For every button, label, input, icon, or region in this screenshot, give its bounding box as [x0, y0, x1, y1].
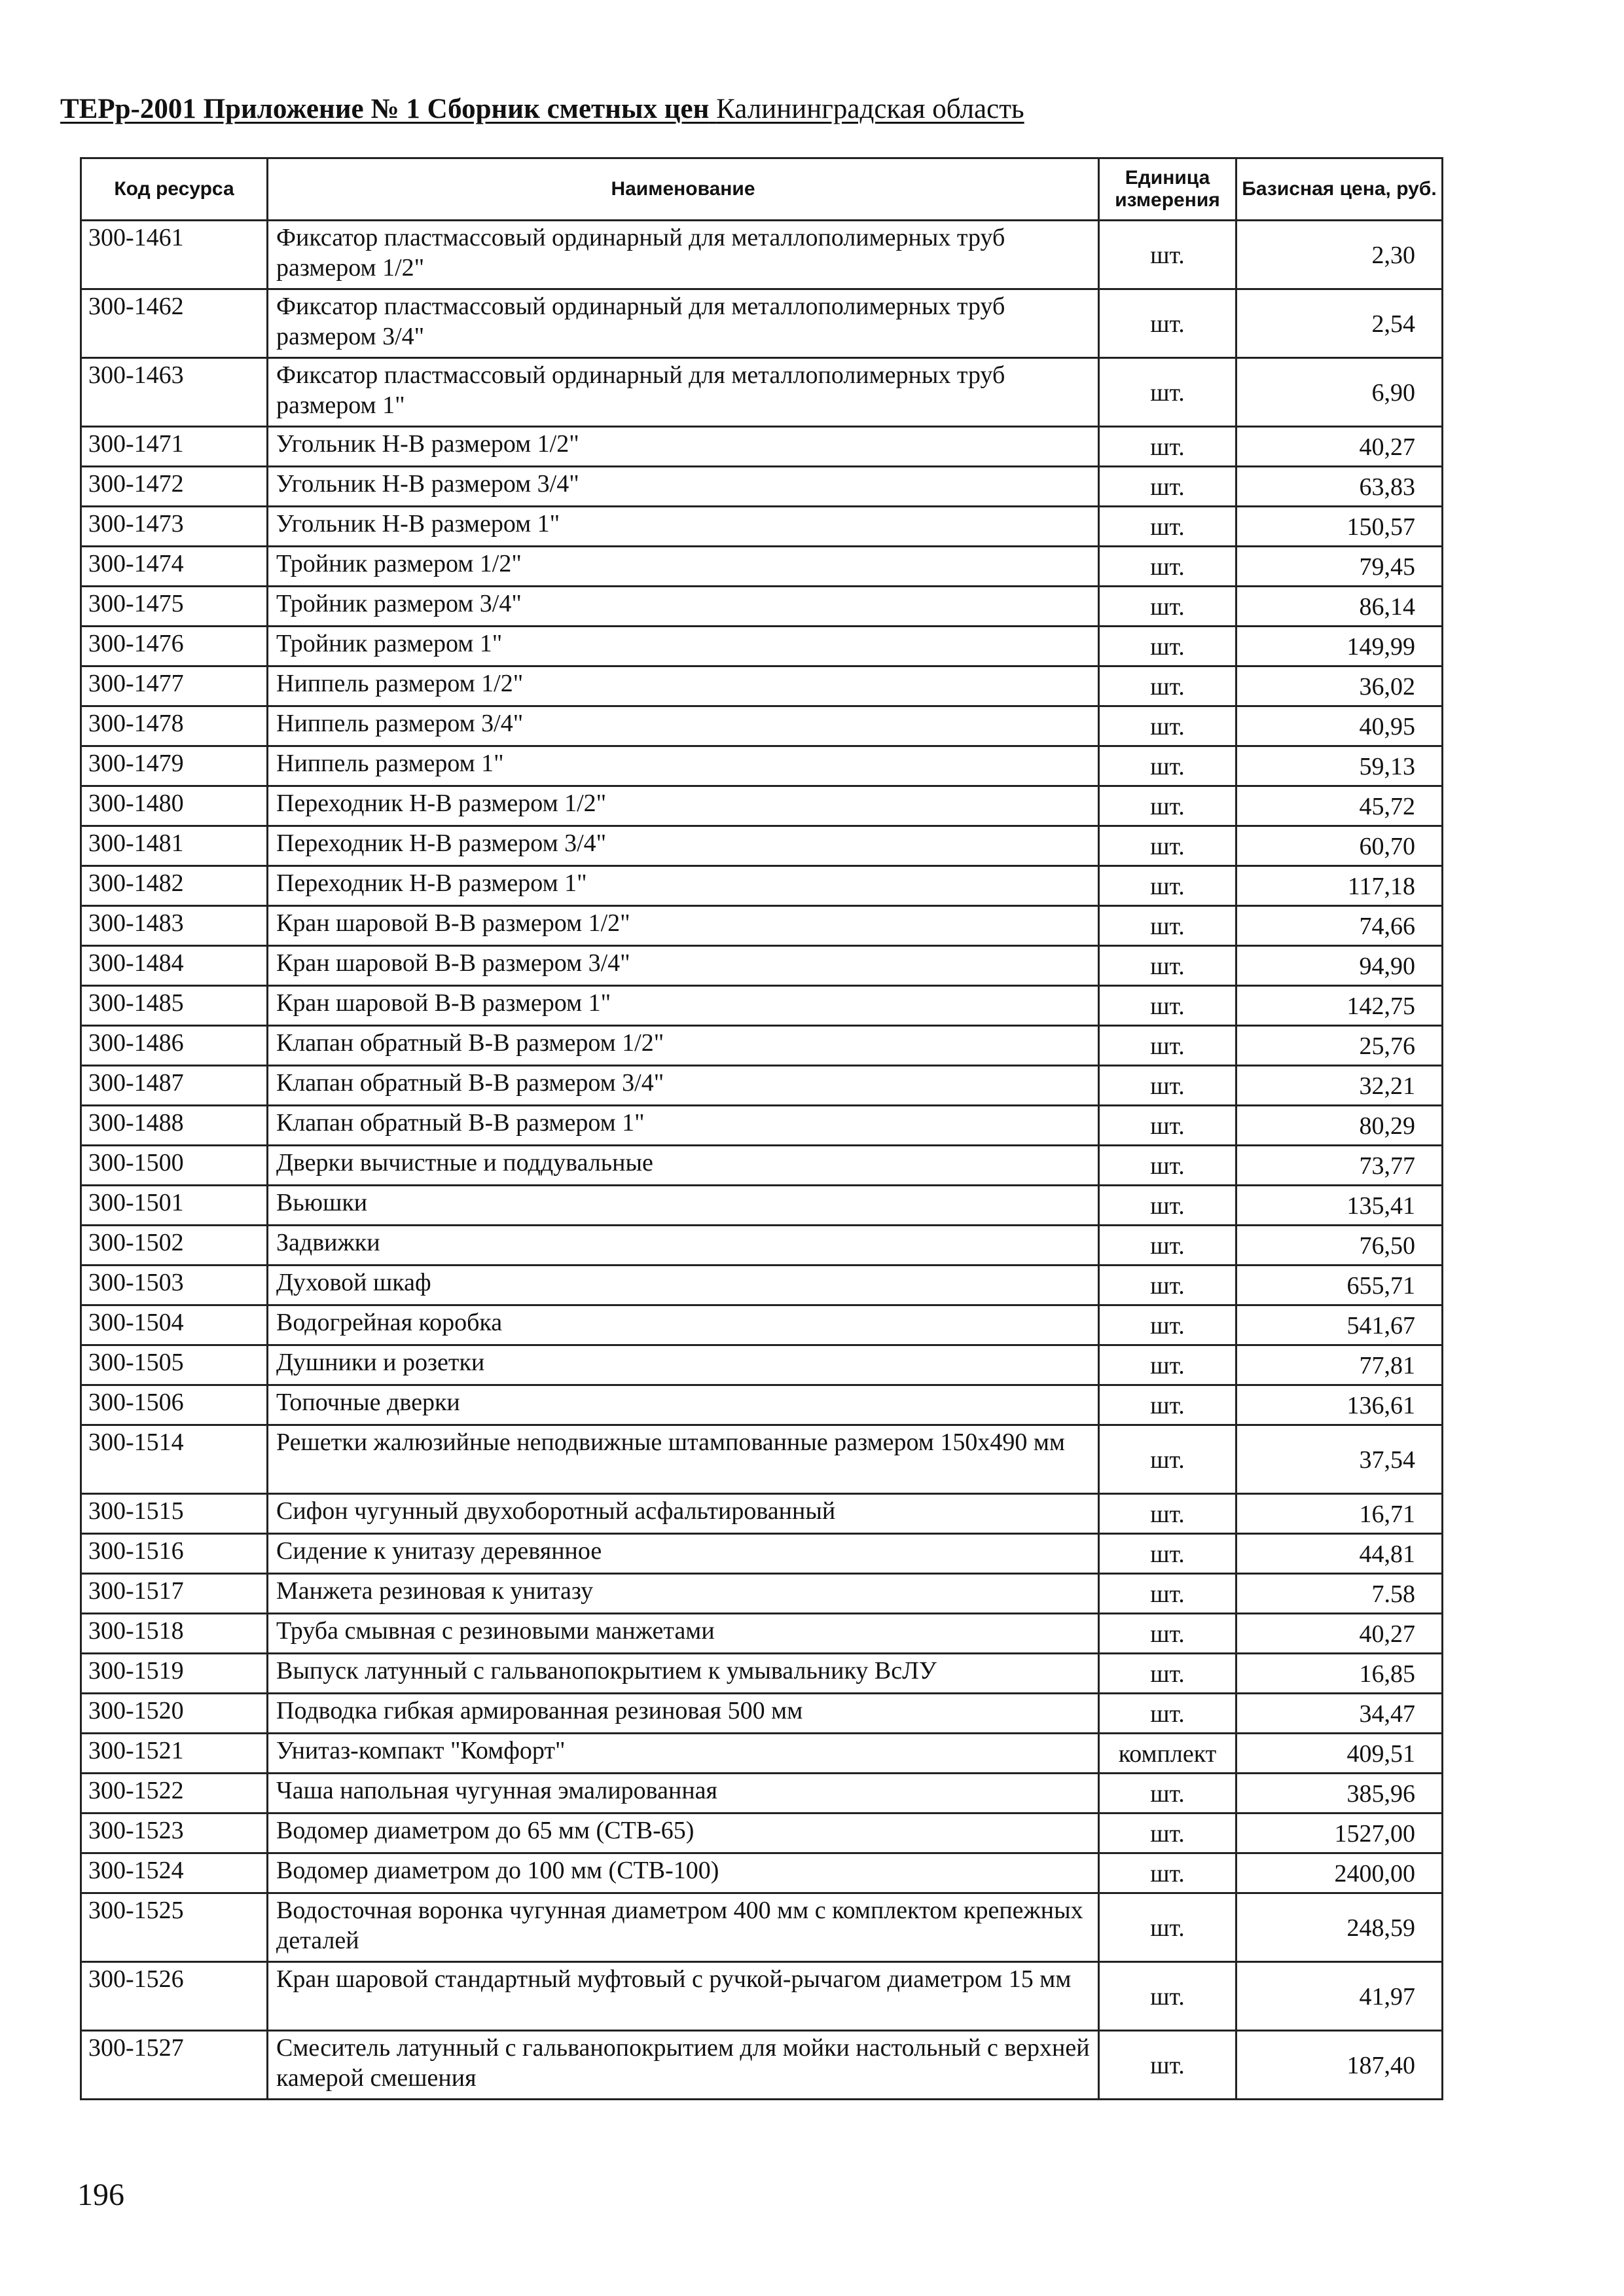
resource-code: 300-1461 [81, 221, 268, 289]
resource-unit: шт. [1099, 1574, 1236, 1614]
table-row [81, 1574, 1443, 1614]
resource-name: Переходник Н-В размером 1/2" [268, 786, 1099, 826]
resource-name: Чаша напольная чугунная эмалированная [268, 1774, 1099, 1813]
resource-unit: комплект [1099, 1734, 1236, 1774]
resource-price: 36,02 [1236, 666, 1443, 706]
resource-code: 300-1504 [81, 1305, 268, 1345]
table-row [81, 467, 1443, 507]
resource-unit: шт. [1099, 289, 1236, 358]
resource-price: 135,41 [1236, 1186, 1443, 1226]
resource-code: 300-1503 [81, 1266, 268, 1305]
resource-name: Духовой шкаф [268, 1266, 1099, 1305]
resource-code: 300-1517 [81, 1574, 268, 1614]
resource-unit: шт. [1099, 1494, 1236, 1534]
resource-unit: шт. [1099, 507, 1236, 547]
resource-name: Кран шаровой стандартный муфтовый с ручкой-рычагом диаметром 15 мм [268, 1962, 1099, 2031]
resource-unit: шт. [1099, 1534, 1236, 1574]
table-row [81, 587, 1443, 627]
resource-name: Водомер диаметром до 100 мм (СТВ-100) [268, 1853, 1099, 1893]
resource-unit: шт. [1099, 1813, 1236, 1853]
resource-name: Сидение к унитазу деревянное [268, 1534, 1099, 1574]
resource-unit: шт. [1099, 587, 1236, 627]
table-row [81, 866, 1443, 906]
resource-unit: шт. [1099, 1893, 1236, 1962]
column-header-unit: Единица измерения [1099, 158, 1236, 221]
table-row [81, 1654, 1443, 1694]
resource-price: 2,30 [1236, 221, 1443, 289]
table-row [81, 547, 1443, 587]
table-row [81, 786, 1443, 826]
table-row [81, 427, 1443, 467]
resource-name: Фиксатор пластмассовый ординарный для металлополимерных труб размером 3/4" [268, 289, 1099, 358]
resource-code: 300-1479 [81, 746, 268, 786]
table-row [81, 1853, 1443, 1893]
resource-unit: шт. [1099, 1226, 1236, 1266]
resource-code: 300-1475 [81, 587, 268, 627]
table-row [81, 1813, 1443, 1853]
table-row [81, 1962, 1443, 2031]
resource-price: 40,27 [1236, 427, 1443, 467]
resource-price: 248,59 [1236, 1893, 1443, 1962]
resource-unit: шт. [1099, 1186, 1236, 1226]
resource-price: 25,76 [1236, 1026, 1443, 1066]
resource-unit: шт. [1099, 746, 1236, 786]
resource-name: Кран шаровой В-В размером 1" [268, 986, 1099, 1026]
table-row [81, 666, 1443, 706]
resource-unit: шт. [1099, 1146, 1236, 1186]
table-row [81, 358, 1443, 427]
table-row [81, 1774, 1443, 1813]
resource-code: 300-1484 [81, 946, 268, 986]
resource-code: 300-1472 [81, 467, 268, 507]
resource-name: Переходник Н-В размером 3/4" [268, 826, 1099, 866]
resource-code: 300-1473 [81, 507, 268, 547]
resource-code: 300-1524 [81, 1853, 268, 1893]
table-row [81, 1146, 1443, 1186]
resource-unit: шт. [1099, 358, 1236, 427]
resource-unit: шт. [1099, 1066, 1236, 1106]
column-header-price: Базисная цена, руб. [1236, 158, 1443, 221]
resource-price: 655,71 [1236, 1266, 1443, 1305]
resource-name: Труба смывная с резиновыми манжетами [268, 1614, 1099, 1654]
resource-unit: шт. [1099, 1425, 1236, 1494]
resource-price: 7.58 [1236, 1574, 1443, 1614]
table-row [81, 1305, 1443, 1345]
resource-unit: шт. [1099, 706, 1236, 746]
resource-code: 300-1483 [81, 906, 268, 946]
resource-price: 149,99 [1236, 627, 1443, 666]
resource-price: 117,18 [1236, 866, 1443, 906]
resource-price: 187,40 [1236, 2031, 1443, 2100]
resource-unit: шт. [1099, 1962, 1236, 2031]
resource-code: 300-1523 [81, 1813, 268, 1853]
resource-unit: шт. [1099, 627, 1236, 666]
resource-name: Клапан обратный В-В размером 3/4" [268, 1066, 1099, 1106]
resource-unit: шт. [1099, 1774, 1236, 1813]
resource-price: 6,90 [1236, 358, 1443, 427]
page-number: 196 [77, 2178, 124, 2212]
resource-price: 1527,00 [1236, 1813, 1443, 1853]
resource-name: Дверки вычистные и поддувальные [268, 1146, 1099, 1186]
table-row [81, 1534, 1443, 1574]
resource-price: 86,14 [1236, 587, 1443, 627]
resource-unit: шт. [1099, 1305, 1236, 1345]
resource-name: Угольник Н-В размером 1" [268, 507, 1099, 547]
resource-name: Водомер диаметром до 65 мм (СТВ-65) [268, 1813, 1099, 1853]
resource-name: Душники и розетки [268, 1345, 1099, 1385]
resource-name: Кран шаровой В-В размером 3/4" [268, 946, 1099, 986]
table-row [81, 1385, 1443, 1425]
table-header-row [81, 158, 1443, 221]
column-header-code: Код ресурса [81, 158, 268, 221]
resource-price: 73,77 [1236, 1146, 1443, 1186]
resource-unit: шт. [1099, 221, 1236, 289]
resource-code: 300-1471 [81, 427, 268, 467]
resource-price: 63,83 [1236, 467, 1443, 507]
table-row [81, 1226, 1443, 1266]
resource-code: 300-1515 [81, 1494, 268, 1534]
resource-price: 2400,00 [1236, 1853, 1443, 1893]
resource-price: 16,71 [1236, 1494, 1443, 1534]
resource-code: 300-1501 [81, 1186, 268, 1226]
resource-price: 59,13 [1236, 746, 1443, 786]
resource-code: 300-1480 [81, 786, 268, 826]
resource-code: 300-1481 [81, 826, 268, 866]
resource-code: 300-1487 [81, 1066, 268, 1106]
resource-name: Решетки жалюзийные неподвижные штампованные размером 150х490 мм [268, 1425, 1099, 1494]
table-row [81, 1186, 1443, 1226]
table-row [81, 1893, 1443, 1962]
resource-price: 77,81 [1236, 1345, 1443, 1385]
resource-price: 80,29 [1236, 1106, 1443, 1146]
price-table [80, 157, 1443, 2100]
table-row [81, 1266, 1443, 1305]
resource-code: 300-1521 [81, 1734, 268, 1774]
resource-name: Ниппель размером 1/2" [268, 666, 1099, 706]
table-row [81, 706, 1443, 746]
resource-name: Водосточная воронка чугунная диаметром 400 мм с комплектом крепежных деталей [268, 1893, 1099, 1962]
resource-code: 300-1516 [81, 1534, 268, 1574]
resource-unit: шт. [1099, 1694, 1236, 1734]
resource-name: Угольник Н-В размером 3/4" [268, 467, 1099, 507]
resource-name: Кран шаровой В-В размером 1/2" [268, 906, 1099, 946]
resource-name: Клапан обратный В-В размером 1" [268, 1106, 1099, 1146]
resource-unit: шт. [1099, 467, 1236, 507]
resource-code: 300-1514 [81, 1425, 268, 1494]
resource-price: 136,61 [1236, 1385, 1443, 1425]
resource-name: Фиксатор пластмассовый ординарный для металлополимерных труб размером 1" [268, 358, 1099, 427]
resource-name: Тройник размером 1" [268, 627, 1099, 666]
resource-code: 300-1463 [81, 358, 268, 427]
resource-price: 45,72 [1236, 786, 1443, 826]
resource-code: 300-1500 [81, 1146, 268, 1186]
resource-code: 300-1474 [81, 547, 268, 587]
resource-name: Унитаз-компакт "Комфорт" [268, 1734, 1099, 1774]
resource-code: 300-1505 [81, 1345, 268, 1385]
resource-unit: шт. [1099, 986, 1236, 1026]
table-row [81, 746, 1443, 786]
resource-name: Ниппель размером 3/4" [268, 706, 1099, 746]
resource-name: Тройник размером 1/2" [268, 547, 1099, 587]
resource-price: 385,96 [1236, 1774, 1443, 1813]
resource-name: Клапан обратный В-В размером 1/2" [268, 1026, 1099, 1066]
resource-name: Переходник Н-В размером 1" [268, 866, 1099, 906]
resource-unit: шт. [1099, 547, 1236, 587]
table-row [81, 289, 1443, 358]
resource-unit: шт. [1099, 1385, 1236, 1425]
resource-code: 300-1520 [81, 1694, 268, 1734]
resource-price: 409,51 [1236, 1734, 1443, 1774]
resource-unit: шт. [1099, 946, 1236, 986]
resource-price: 40,27 [1236, 1614, 1443, 1654]
resource-code: 300-1478 [81, 706, 268, 746]
resource-price: 2,54 [1236, 289, 1443, 358]
resource-code: 300-1462 [81, 289, 268, 358]
page-header [60, 93, 1024, 125]
resource-unit: шт. [1099, 427, 1236, 467]
table-row [81, 986, 1443, 1026]
resource-price: 76,50 [1236, 1226, 1443, 1266]
resource-code: 300-1526 [81, 1962, 268, 2031]
header-region: Калининградская область [716, 94, 1024, 124]
table-row [81, 1734, 1443, 1774]
resource-name: Задвижки [268, 1226, 1099, 1266]
resource-name: Фиксатор пластмассовый ординарный для металлополимерных труб размером 1/2" [268, 221, 1099, 289]
resource-unit: шт. [1099, 1345, 1236, 1385]
resource-code: 300-1502 [81, 1226, 268, 1266]
resource-price: 142,75 [1236, 986, 1443, 1026]
resource-price: 44,81 [1236, 1534, 1443, 1574]
resource-code: 300-1488 [81, 1106, 268, 1146]
resource-price: 34,47 [1236, 1694, 1443, 1734]
resource-unit: шт. [1099, 906, 1236, 946]
resource-price: 74,66 [1236, 906, 1443, 946]
resource-code: 300-1476 [81, 627, 268, 666]
resource-price: 41,97 [1236, 1962, 1443, 2031]
resource-unit: шт. [1099, 1654, 1236, 1694]
resource-code: 300-1477 [81, 666, 268, 706]
resource-unit: шт. [1099, 826, 1236, 866]
resource-name: Топочные дверки [268, 1385, 1099, 1425]
resource-price: 40,95 [1236, 706, 1443, 746]
resource-name: Вьюшки [268, 1186, 1099, 1226]
table-row [81, 1425, 1443, 1494]
table-row [81, 1694, 1443, 1734]
resource-name: Тройник размером 3/4" [268, 587, 1099, 627]
table-row [81, 1345, 1443, 1385]
resource-code: 300-1522 [81, 1774, 268, 1813]
table-row [81, 507, 1443, 547]
table-row [81, 2031, 1443, 2100]
table-row [81, 221, 1443, 289]
resource-price: 37,54 [1236, 1425, 1443, 1494]
resource-unit: шт. [1099, 786, 1236, 826]
resource-unit: шт. [1099, 1106, 1236, 1146]
table-row [81, 826, 1443, 866]
resource-unit: шт. [1099, 1614, 1236, 1654]
resource-code: 300-1519 [81, 1654, 268, 1694]
resource-name: Подводка гибкая армированная резиновая 500 мм [268, 1694, 1099, 1734]
resource-name: Смеситель латунный с гальванопокрытием для мойки настольный с верхней камерой смешения [268, 2031, 1099, 2100]
resource-price: 60,70 [1236, 826, 1443, 866]
column-header-name: Наименование [268, 158, 1099, 221]
resource-code: 300-1482 [81, 866, 268, 906]
resource-price: 541,67 [1236, 1305, 1443, 1345]
resource-unit: шт. [1099, 866, 1236, 906]
resource-unit: шт. [1099, 2031, 1236, 2100]
resource-price: 32,21 [1236, 1066, 1443, 1106]
table-row [81, 627, 1443, 666]
resource-code: 300-1518 [81, 1614, 268, 1654]
table-row [81, 1614, 1443, 1654]
resource-code: 300-1506 [81, 1385, 268, 1425]
resource-code: 300-1486 [81, 1026, 268, 1066]
resource-name: Манжета резиновая к унитазу [268, 1574, 1099, 1614]
resource-unit: шт. [1099, 666, 1236, 706]
resource-code: 300-1527 [81, 2031, 268, 2100]
table-row [81, 946, 1443, 986]
resource-name: Угольник Н-В размером 1/2" [268, 427, 1099, 467]
resource-price: 16,85 [1236, 1654, 1443, 1694]
header-collection-title: ТЕРр-2001 Приложение № 1 Сборник сметных цен [60, 94, 710, 124]
resource-unit: шт. [1099, 1853, 1236, 1893]
table-row [81, 906, 1443, 946]
resource-code: 300-1485 [81, 986, 268, 1026]
resource-name: Сифон чугунный двухоборотный асфальтированный [268, 1494, 1099, 1534]
resource-name: Выпуск латунный с гальванопокрытием к умывальнику ВсЛУ [268, 1654, 1099, 1694]
resource-price: 79,45 [1236, 547, 1443, 587]
table-row [81, 1026, 1443, 1066]
resource-unit: шт. [1099, 1026, 1236, 1066]
table-row [81, 1494, 1443, 1534]
resource-price: 150,57 [1236, 507, 1443, 547]
resource-unit: шт. [1099, 1266, 1236, 1305]
resource-name: Водогрейная коробка [268, 1305, 1099, 1345]
resource-name: Ниппель размером 1" [268, 746, 1099, 786]
table-row [81, 1106, 1443, 1146]
table-row [81, 1066, 1443, 1106]
resource-price: 94,90 [1236, 946, 1443, 986]
resource-code: 300-1525 [81, 1893, 268, 1962]
